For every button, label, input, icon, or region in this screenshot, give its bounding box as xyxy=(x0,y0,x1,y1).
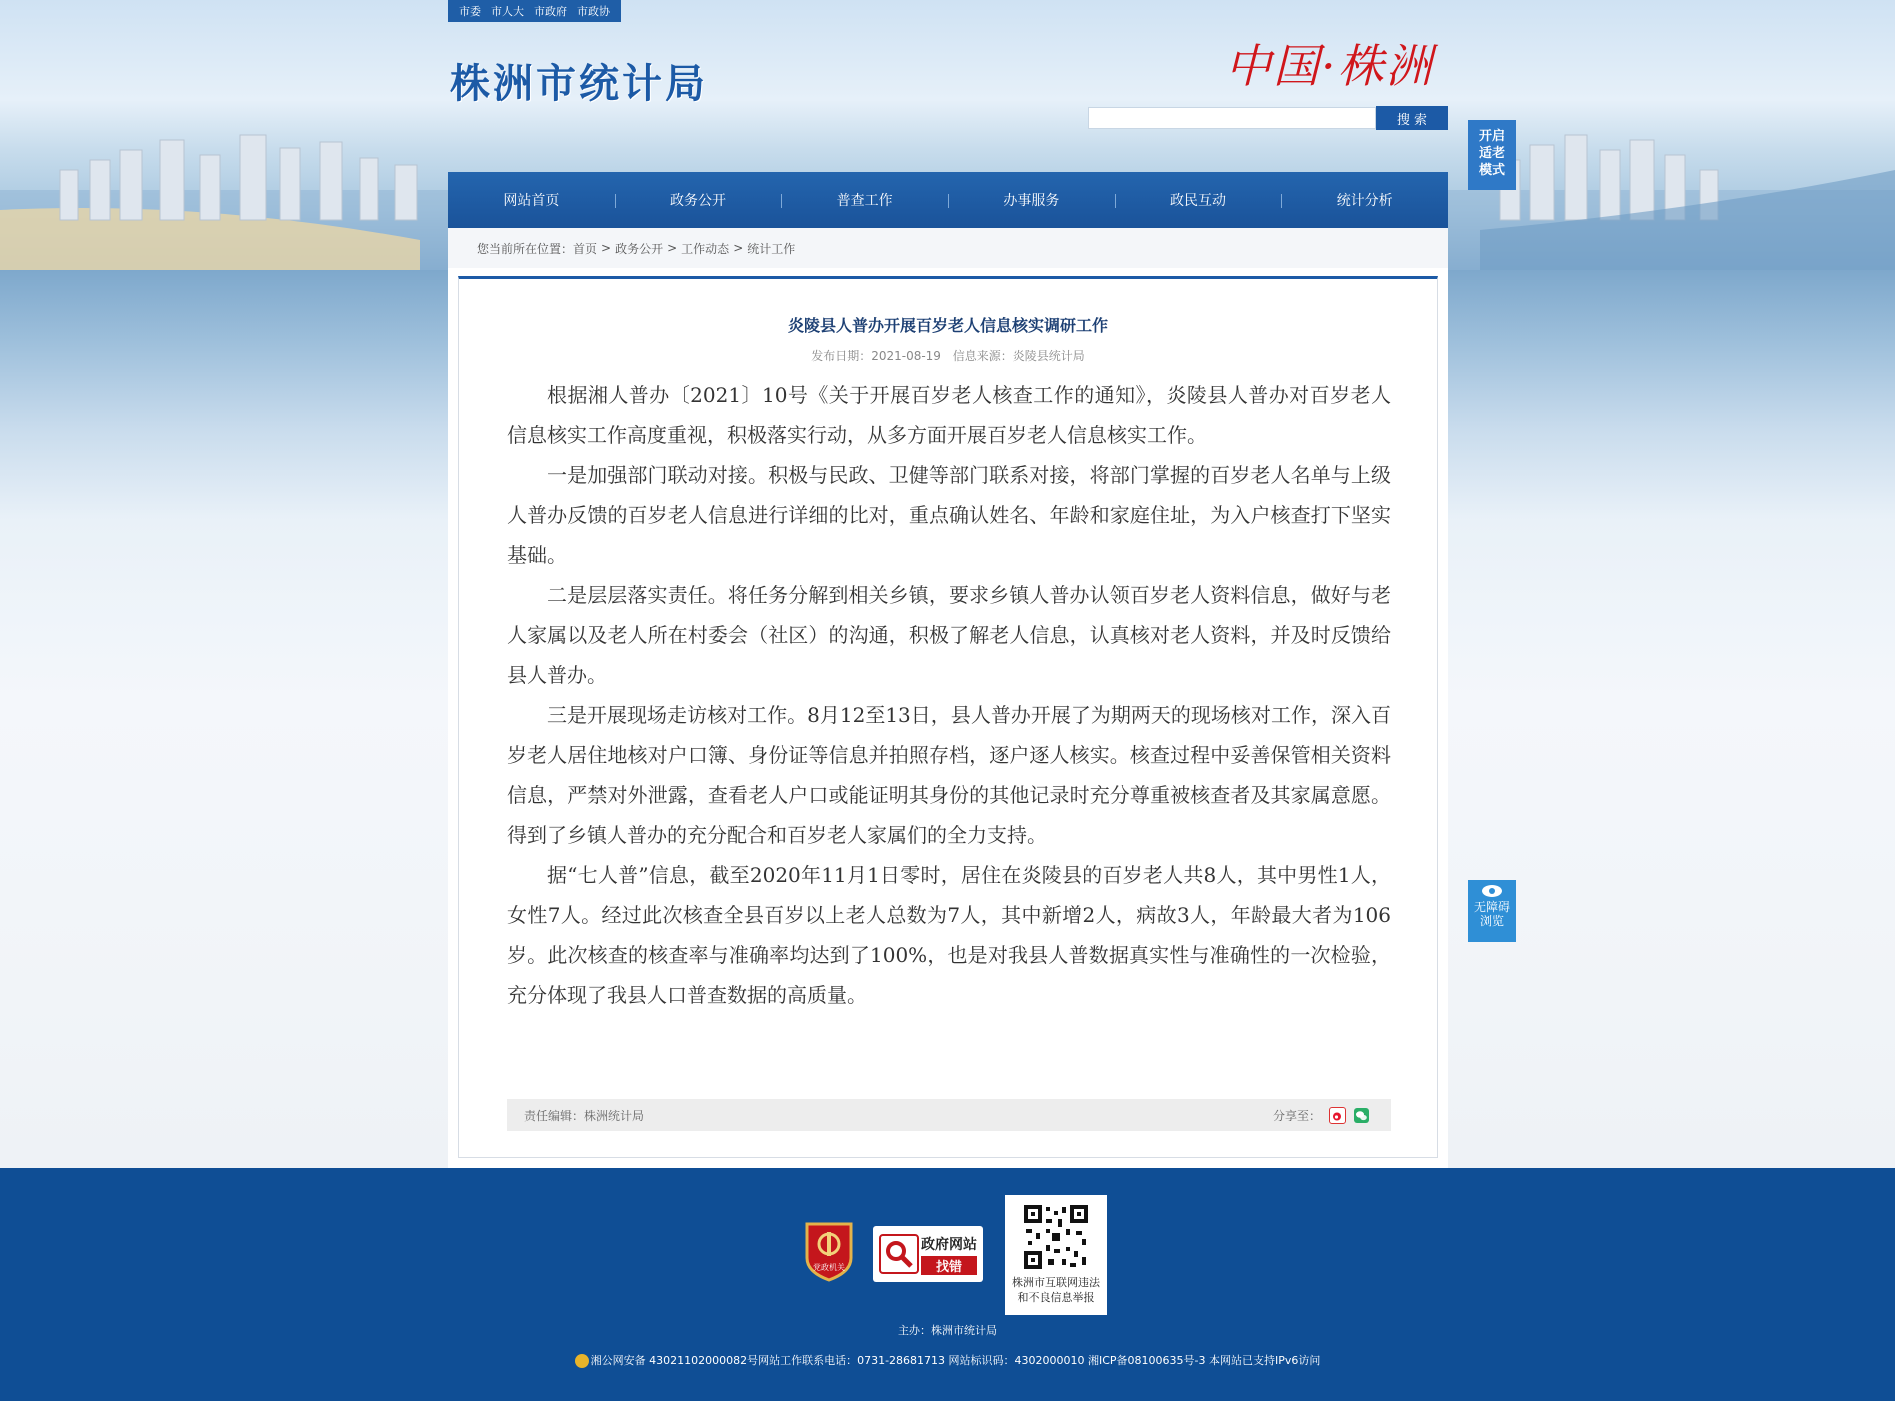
article xyxy=(458,276,1438,1158)
weibo-share-icon[interactable] xyxy=(1329,1107,1346,1124)
qr-caption xyxy=(1005,1275,1107,1305)
breadcrumb-stat-work[interactable]: 统计工作 xyxy=(747,241,796,256)
elderly-mode-line-3: 模式 xyxy=(1478,163,1505,178)
qr-code-icon xyxy=(1022,1203,1090,1271)
site-title-logo[interactable]: 株洲市统计局 xyxy=(450,61,708,107)
main-nav xyxy=(448,172,1448,228)
report-qr-block[interactable] xyxy=(1005,1195,1107,1315)
gov-site-error-report-badge[interactable] xyxy=(873,1226,983,1282)
top-links-bar xyxy=(448,0,621,22)
breadcrumb-work-news[interactable]: 工作动态 xyxy=(681,241,730,256)
top-link-congress[interactable]: 市人大 xyxy=(491,5,524,18)
top-link-party[interactable]: 市委 xyxy=(459,5,481,18)
article-title: 炎陵县人普办开展百岁老人信息核实调研工作 xyxy=(787,316,1108,335)
share-group xyxy=(1273,1107,1369,1124)
icp-text[interactable]: 湘公网安备 43021102000082号网站工作联系电话：0731-28681713 网站标识码：4302000010 湘ICP备08100635号-3 本网站已支持IPv6访问 xyxy=(590,1354,1321,1367)
search-button[interactable]: 搜 索 xyxy=(1376,106,1448,130)
calligraphy-logo: 中国·株洲 xyxy=(1225,39,1434,93)
find-error-label: 找错 xyxy=(921,1256,977,1275)
site-host: 主办：株洲市统计局 xyxy=(898,1324,997,1337)
breadcrumb-home[interactable]: 首页 xyxy=(573,241,598,256)
breadcrumb-separator: > xyxy=(667,241,678,255)
elderly-mode-button[interactable] xyxy=(1468,120,1516,190)
police-badge-icon xyxy=(575,1354,589,1368)
nav-item-census[interactable]: 普查工作 xyxy=(781,172,948,228)
top-link-government[interactable]: 市政府 xyxy=(534,5,567,18)
party-gov-badge-text: 党政机关 xyxy=(813,1263,845,1272)
nav-item-home[interactable]: 网站首页 xyxy=(503,193,560,209)
nav-item-services[interactable]: 办事服务 xyxy=(948,172,1115,228)
accessibility-line-1: 无障碍 xyxy=(1473,900,1510,914)
qr-caption-line-1: 株洲市互联网违法 xyxy=(1012,1276,1100,1289)
magnifier-icon xyxy=(879,1234,919,1274)
publish-date: 发布日期：2021-08-19 xyxy=(811,349,941,363)
article-paragraph: 根据湘人普办〔2021〕10号《关于开展百岁老人核查工作的通知》，炎陵县人普办对百岁老人信息核实工作高度重视，积极落实行动，从多方面开展百岁老人信息核实工作。 xyxy=(507,383,1391,447)
breadcrumb-separator: > xyxy=(733,241,744,255)
breadcrumb-gov-affairs[interactable]: 政务公开 xyxy=(615,241,664,256)
nav-item-gov-affairs[interactable]: 政务公开 xyxy=(615,172,782,228)
article-footer-bar xyxy=(507,1099,1391,1131)
breadcrumb xyxy=(448,228,1448,269)
search-input[interactable] xyxy=(1088,107,1376,129)
elderly-mode-line-2: 适老 xyxy=(1478,146,1505,161)
nav-item-analysis[interactable]: 统计分析 xyxy=(1281,172,1448,228)
party-gov-badge[interactable] xyxy=(803,1220,855,1282)
top-link-cppcc[interactable]: 市政协 xyxy=(577,5,610,18)
info-source: 信息来源：炎陵县统计局 xyxy=(952,349,1085,363)
accessibility-line-2: 浏览 xyxy=(1479,914,1504,928)
share-label: 分享至： xyxy=(1272,1108,1321,1123)
nav-item-interaction[interactable]: 政民互动 xyxy=(1115,172,1282,228)
breadcrumb-label: 您当前所在位置： xyxy=(477,241,574,256)
gov-site-label: 政府网站 xyxy=(921,1237,977,1253)
elderly-mode-line-1: 开启 xyxy=(1478,129,1505,144)
article-body xyxy=(507,375,1391,1015)
article-paragraph: 二是层层落实责任。将任务分解到相关乡镇，要求乡镇人普办认领百岁老人资料信息，做好与老人家属以及老人所在村委会（社区）的沟通，积极了解老人信息，认真核对老人资料，并及时反馈给县人普办。 xyxy=(507,583,1391,687)
wechat-share-icon[interactable] xyxy=(1354,1108,1369,1123)
responsible-editor: 责任编辑：株洲统计局 xyxy=(524,1108,645,1123)
article-paragraph: 据“七人普”信息，截至2020年11月1日零时，居住在炎陵县的百岁老人共8人，其中男性1人，女性7人。经过此次核查全县百岁以上老人总数为7人，其中新增2人，病故3人，年龄最大者为106岁。此次核查的核查率与准确率均达到了100%，也是对我县人普数据真实性与准确性的一次检验，充分体现了我县人口普查数据的高质量。 xyxy=(507,863,1391,1007)
article-paragraph: 一是加强部门联动对接。积极与民政、卫健等部门联系对接，将部门掌握的百岁老人名单与上级人普办反馈的百岁老人信息进行详细的比对，重点确认姓名、年龄和家庭住址，为入户核查打下坚实基础。 xyxy=(507,463,1391,567)
breadcrumb-separator: > xyxy=(601,241,612,255)
qr-caption-line-2: 和不良信息举报 xyxy=(1017,1291,1095,1304)
icp-info xyxy=(0,1352,1895,1368)
eye-icon xyxy=(1481,884,1503,898)
article-paragraph: 三是开展现场走访核对工作。8月12至13日，县人普办开展了为期两天的现场核对工作，深入百岁老人居住地核对户口簿、身份证等信息并拍照存档，逐户逐人核实。核查过程中妥善保管相关资料信息，严禁对外泄露，查看老人户口或能证明其身份的其他记录时充分尊重被核查者及其家属意愿。得到了乡镇人普办的充分配合和百岁老人家属们的全力支持。 xyxy=(507,703,1391,847)
article-meta xyxy=(459,347,1437,364)
accessibility-button[interactable] xyxy=(1468,880,1516,942)
